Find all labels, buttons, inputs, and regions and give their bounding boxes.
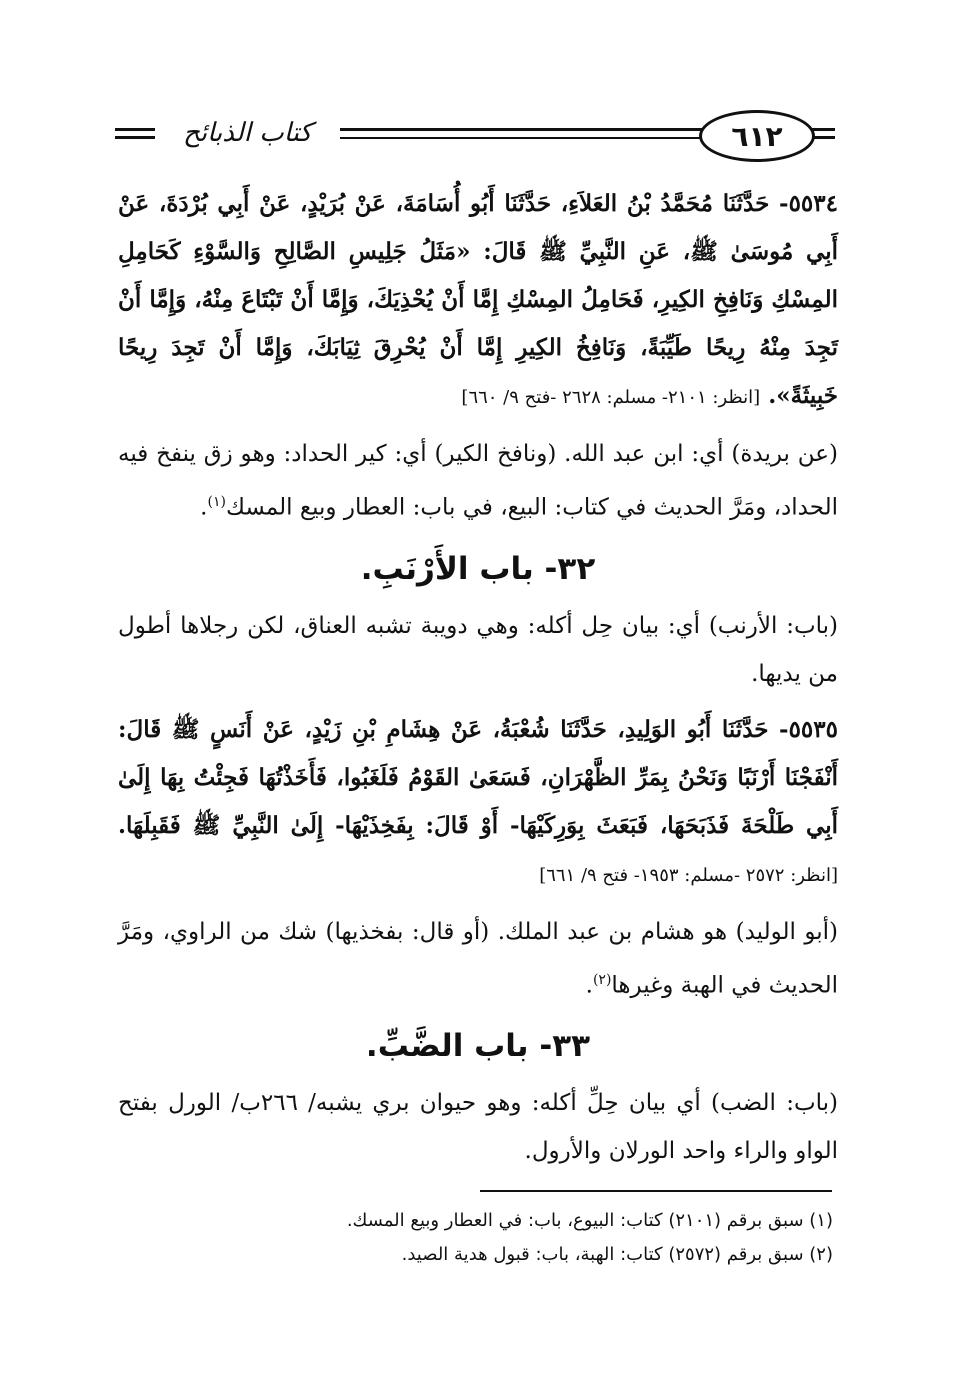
footnotes xyxy=(118,1204,833,1272)
hadith-5535 xyxy=(118,706,838,900)
commentary-5534-text: (عن بريدة) أي: ابن عبد الله. (ونافخ الكير) أي: كير الحداد: وهو زق ينفخ فيه الحداد، ومَرَّ الحديث في كتاب: البيع، في باب: العطار وبيع المسك xyxy=(118,441,838,521)
footnote-2: (٢) سبق برقم (٢٥٧٢) كتاب: الهبة، باب: قبول هدية الصيد. xyxy=(401,1244,833,1265)
commentary-5535-text: (أبو الوليد) هو هشام بن عبد الملك. (أو قال: بفخذيها) شك من الراوي، ومَرَّ الحديث في الهبة وغيرها xyxy=(118,918,838,999)
header-rule-left-top xyxy=(115,128,155,131)
chapter-33-intro: (باب: الضب) أي بيان حِلِّ أكله: وهو حيوان بري يشبه/ ٢٦٦ب/ الورل بفتح الواو والراء واحد الورلان والأرول. xyxy=(118,1090,838,1165)
header-rule-left-bottom xyxy=(115,136,155,139)
book-title: كتاب الذبائح xyxy=(160,118,335,148)
commentary-5535: (أبو الوليد) هو هشام بن عبد الملك. (أو قال: بفخذيها) شك من الراوي، ومَرَّ الحديث في الهبة وغيرها$^{(٢)}$. xyxy=(118,918,838,999)
chapter-heading-33: ٣٣- باب الضَّبِّ. xyxy=(365,1028,591,1065)
footnote-marker-1: (١) xyxy=(207,494,226,510)
chapter-32-intro: (باب: الأرنب) أي: بيان حِل أكله: وهي دويبة تشبه العناق، لكن رجلاها أطول من يديها. xyxy=(118,612,838,687)
page-number-oval xyxy=(699,110,815,162)
page-header xyxy=(115,110,835,160)
footnote-1: (١) سبق برقم (٢١٠١) كتاب: البيوع، باب: في العطار وبيع المسك. xyxy=(346,1210,833,1231)
footnote-marker-2: (٢) xyxy=(592,971,612,988)
hadith-5534-text: ٥٥٣٤- حَدَّثَنَا مُحَمَّدُ بْنُ العَلاَءِ، حَدَّثَنَا أَبُو أُسَامَةَ، عَنْ بُرَيْدٍ، عَنْ أَبِي بُرْدَةَ، عَنْ أَبِي مُوسَىٰ ﷺ، عَنِ النَّبِيِّ ﷺ قَالَ: «مَثَلُ جَلِيسِ الصَّالِحِ وَالسَّوْءِ كَحَامِلِ المِسْكِ وَنَافِخِ الكِيرِ، فَحَامِلُ المِسْكِ إِمَّا أَنْ يُحْذِيَكَ، وَإِمَّا أَنْ تَبْتَاعَ مِنْهُ، وَإِمَّا أَنْ تَجِدَ مِنْهُ رِيحًا طَيِّبَةً، وَنَافِخُ الكِيرِ إِمَّا أَنْ يُحْرِقَ ثِيَابَكَ، وَإِمَّا أَنْ تَجِدَ رِيحًا خَبِيثَةً». xyxy=(118,190,838,409)
hadith-5535-text: ٥٥٣٥- حَدَّثَنَا أَبُو الوَلِيدِ، حَدَّثَنَا شُعْبَةُ، عَنْ هِشَامِ بْنِ زَيْدٍ، عَنْ أَنَسٍ ﷺ قَالَ: أَنْفَجْنَا أَرْنَبًا وَنَحْنُ بِمَرِّ الظَّهْرَانِ، فَسَعَىٰ القَوْمُ فَلَغَبُوا، فَأَخَذْتُهَا فَجِئْتُ بِهَا إِلَىٰ أَبِي طَلْحَةَ فَذَبَحَهَا، فَبَعَثَ بِوَرِكَيْهَا- أَوْ قَالَ: بِفَخِذَيْهَا- إِلَىٰ النَّبِيِّ ﷺ فَقَبِلَهَا. xyxy=(118,715,838,839)
footnote-separator xyxy=(480,1190,832,1192)
hadith-5534-reference: [انظر: ٢١٠١- مسلم: ٢٦٢٨ -فتح ٩/ ٦٦٠] xyxy=(461,387,761,408)
header-rule-middle-bottom xyxy=(340,137,730,139)
hadith-5535-reference: [انظر: ٢٥٧٢ -مسلم: ١٩٥٣- فتح ٩/ ٦٦١] xyxy=(539,864,838,886)
page-number: ٦١٢ xyxy=(731,119,783,153)
commentary-5534: (عن بريدة) أي: ابن عبد الله. (ونافخ الكير) أي: كير الحداد: وهو زق ينفخ فيه الحداد، ومَرَّ الحديث في كتاب: البيع، في باب: العطار وبيع المسك$^{(١)}$. xyxy=(118,441,838,521)
hadith-5534 xyxy=(118,180,838,422)
header-rule-middle-top xyxy=(340,128,730,131)
page-body xyxy=(118,180,838,1183)
chapter-heading-32: ٣٢- باب الأَرْنَبِ. xyxy=(360,550,596,587)
